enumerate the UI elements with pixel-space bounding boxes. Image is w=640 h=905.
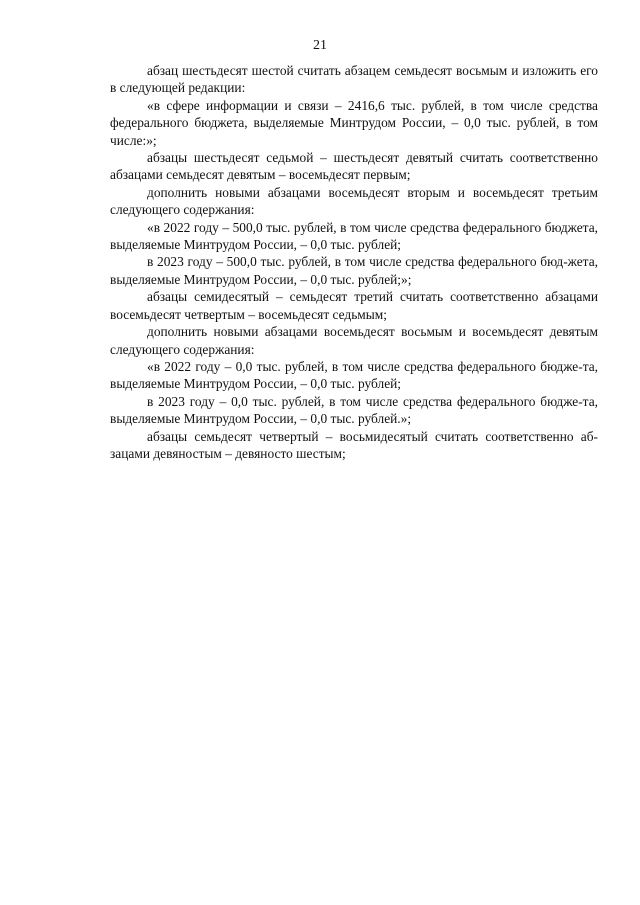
paragraph: «в 2022 году – 500,0 тыс. рублей, в том числе средства федерального бюджета, выделяемые Минтрудом России, – 0,0 тыс. рублей; — [110, 219, 598, 253]
paragraph: абзацы семидесятый – семьдесят третий считать соответственно абзацами восемьдесят четвертым – восемьдесят седьмым; — [110, 289, 598, 322]
document-body — [110, 62, 598, 462]
paragraph: дополнить новыми абзацами восемьдесят вторым и восемьдесят третьим следующего содержания: — [110, 184, 598, 218]
page-number: 21 — [313, 38, 327, 53]
paragraph: «в сфере информации и связи – 2416,6 тыс. рублей, в том числе средства федерального бюджета, выделяемые Минтрудом России, – 0,0 тыс. рублей, в том числе:»; — [110, 97, 598, 148]
paragraph: «в 2022 году – 0,0 тыс. рублей, в том числе средства федерального бюдже-та, выделяемые Минтрудом России, – 0,0 тыс. рублей; — [110, 358, 598, 392]
paragraph: абзац шестьдесят шестой считать абзацем семьдесят восьмым и изложить его в следующей редакции: — [110, 63, 598, 96]
paragraph: в 2023 году – 500,0 тыс. рублей, в том числе средства федерального бюд-жета, выделяемые Минтрудом России, – 0,0 тыс. рублей;»; — [110, 254, 598, 287]
paragraph: абзацы семьдесят четвертый – восьмидесятый считать соответственно аб-зацами девяностым – девяносто шестым; — [110, 428, 598, 461]
paragraph: в 2023 году – 0,0 тыс. рублей, в том числе средства федерального бюдже-та, выделяемые Минтрудом России, – 0,0 тыс. рублей.»; — [110, 393, 598, 427]
paragraph: дополнить новыми абзацами восемьдесят восьмым и восемьдесят девятым следующего содержания: — [110, 324, 598, 357]
paragraph: абзацы шестьдесят седьмой – шестьдесят девятый считать соответственно абзацами семьдесят девятым – восемьдесят первым; — [110, 150, 598, 183]
